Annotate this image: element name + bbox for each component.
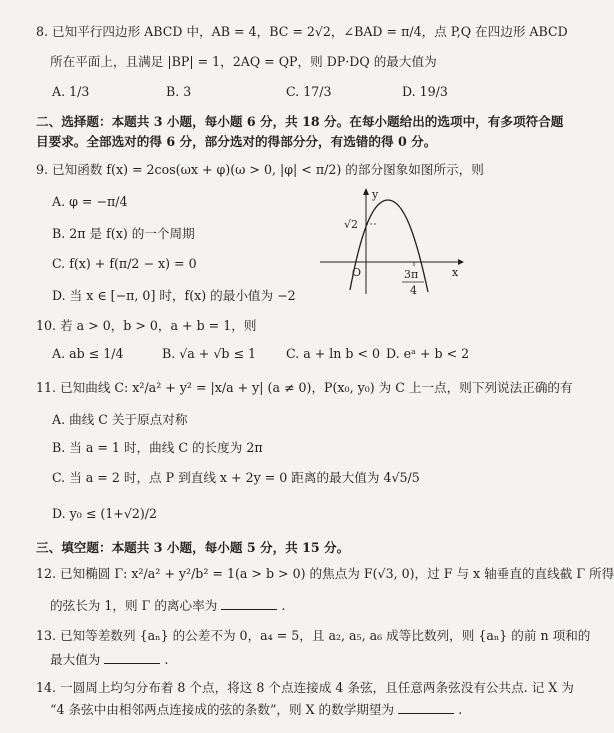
q14-line2-text: “4 条弦中由相邻两点连接成的弦的条数”，则 X 的数学期望为 (50, 702, 395, 717)
q12-line2 (50, 598, 285, 614)
q10-choice-c: C. a + ln b < 0 (286, 346, 381, 361)
q11-stem: 11. 已知曲线 C: x²/a² + y² = |x/a + y| (a ≠ 0)，P(x₀, y₀) 为 C 上一点，则下列说法正确的有 (36, 380, 573, 395)
q8-choice-b: B. 3 (166, 84, 192, 99)
x-tick-label-numerator: 3π (404, 268, 419, 281)
q8-choice-a: A. 1/3 (52, 84, 90, 99)
x-tick-label-denominator: 4 (410, 284, 417, 297)
q8-choice-d: D. 19/3 (402, 84, 448, 99)
q9-choice-c: C. f(x) + f(π/2 − x) = 0 (52, 256, 197, 271)
q9-choice-a: A. φ = −π/4 (52, 194, 128, 209)
q13-end: . (164, 652, 169, 667)
q12-line2-text: 的弦长为 1，则 Γ 的离心率为 (50, 598, 218, 613)
section3-heading: 三、填空题：本题共 3 小题，每小题 5 分，共 15 分。 (36, 540, 350, 555)
q12-line1: 12. 已知椭圆 Γ: x²/a² + y²/b² = 1(a > b > 0) 的焦点为 F(√3, 0)，过 F 与 x 轴垂直的直线截 Γ 所得 (36, 566, 614, 581)
q12-answer-blank[interactable] (221, 598, 277, 610)
q13-line2-text: 最大值为 (50, 652, 101, 667)
x-axis-label: x (452, 266, 459, 279)
section2-heading-line1: 二、选择题：本题共 3 小题，每小题 6 分，共 18 分。在每小题给出的选项中，有多项符合题 (36, 114, 564, 129)
q8-line1: 8. 已知平行四边形 ABCD 中，AB = 4，BC = 2√2，∠BAD = π/4，点 P,Q 在四边形 ABCD (36, 24, 568, 39)
q10-choice-d: D. eᵃ + b < 2 (386, 346, 470, 361)
q8-choice-c: C. 17/3 (286, 84, 332, 99)
q13-line2 (50, 652, 168, 668)
y-axis-arrow-icon (363, 188, 369, 195)
q9-stem: 9. 已知函数 f(x) = 2cos(ωx + φ)(ω > 0, |φ| < π/2) 的部分图象如图所示，则 (36, 162, 484, 177)
q10-stem: 10. 若 a > 0，b > 0，a + b = 1，则 (36, 318, 257, 333)
q14-answer-blank[interactable] (398, 702, 454, 714)
y-axis-label: y (372, 188, 379, 201)
q12-end: . (281, 598, 286, 613)
q14-end: . (458, 702, 463, 717)
q13-line1: 13. 已知等差数列 {aₙ} 的公差不为 0，a₄ = 5，且 a₂, a₅, a₆ 成等比数列，则 {aₙ} 的前 n 项和的 (36, 628, 591, 643)
section2-heading-line2: 目要求。全部选对的得 6 分，部分选对的得部分分，有选错的得 0 分。 (36, 134, 437, 149)
q14-line2 (50, 702, 462, 718)
q13-answer-blank[interactable] (104, 652, 160, 664)
q9-function-graph (318, 186, 468, 298)
q10-choice-b: B. √a + √b ≤ 1 (162, 346, 257, 361)
q11-choice-b: B. 当 a = 1 时，曲线 C 的长度为 2π (52, 440, 263, 455)
q9-choice-d: D. 当 x ∈ [−π, 0] 时，f(x) 的最小值为 −2 (52, 288, 296, 303)
q11-choice-d: D. y₀ ≤ (1+√2)/2 (52, 506, 158, 521)
q14-line1: 14. 一圆周上均匀分布着 8 个点，将这 8 个点连接成 4 条弦，且任意两条弦没有公共点. 记 X 为 (36, 680, 574, 695)
q8-line2: 所在平面上，且满足 |BP| = 1，2AQ = QP，则 DP·DQ 的最大值为 (50, 54, 437, 69)
x-axis-arrow-icon (458, 259, 464, 265)
origin-label: O (352, 266, 362, 279)
q11-choice-a: A. 曲线 C 关于原点对称 (52, 412, 188, 427)
y-tick-label: √2 (344, 218, 359, 231)
q9-choice-b: B. 2π 是 f(x) 的一个周期 (52, 226, 195, 241)
q10-choice-a: A. ab ≤ 1/4 (52, 346, 124, 361)
q11-choice-c: C. 当 a = 2 时，点 P 到直线 x + 2y = 0 距离的最大值为 4√5/5 (52, 470, 420, 485)
